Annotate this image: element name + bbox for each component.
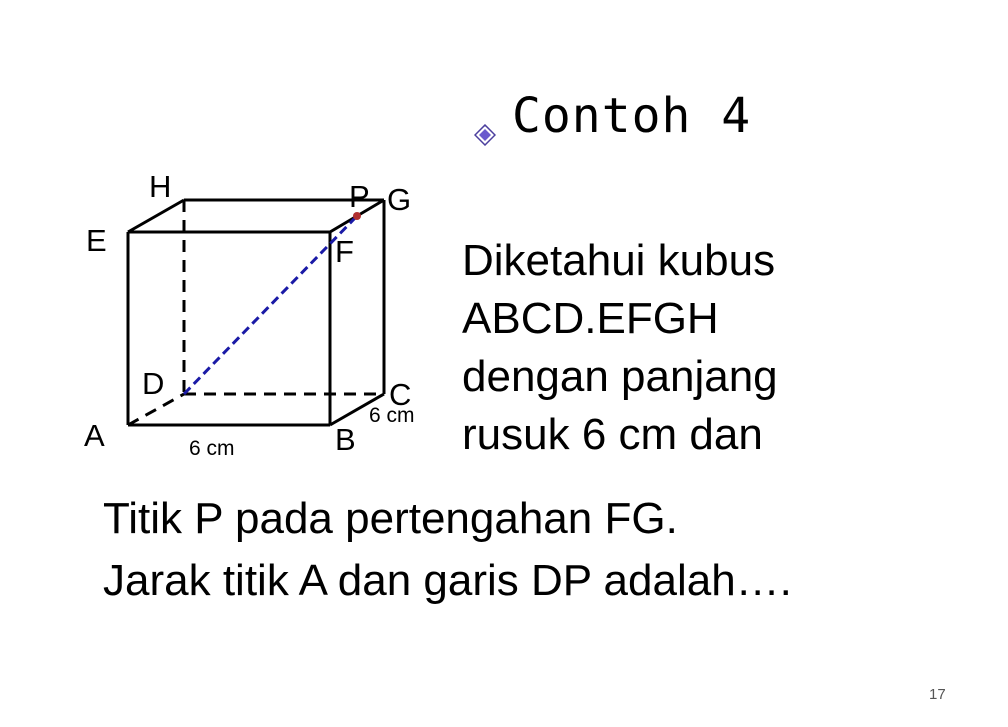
description-line: Diketahui kubus [462,236,776,285]
label-F: F [335,234,354,269]
description-line: rusuk 6 cm dan [462,410,763,459]
slide-title: Contoh 4 [512,88,752,144]
question-line: Jarak titik A dan garis DP adalah…. [103,556,792,605]
edge-label-AB: 6 cm [189,437,235,460]
diamond-bullet-icon [474,124,496,146]
description-line: dengan panjang [462,352,778,401]
description-line: ABCD.EFGH [462,294,719,343]
problem-description [462,232,778,464]
cube-diagram [0,0,460,480]
problem-question [103,488,792,612]
label-H: H [149,169,172,204]
label-D: D [142,366,165,401]
question-line: Titik P pada pertengahan FG. [103,494,678,543]
label-A: A [84,418,105,453]
label-P: P [349,179,370,214]
label-B: B [335,422,356,457]
edge-label-BC: 6 cm [369,404,415,427]
label-E: E [86,223,107,258]
page-number: 17 [929,686,946,703]
edge-EH [128,200,184,232]
label-C: C [389,377,412,412]
label-G: G [387,182,412,217]
